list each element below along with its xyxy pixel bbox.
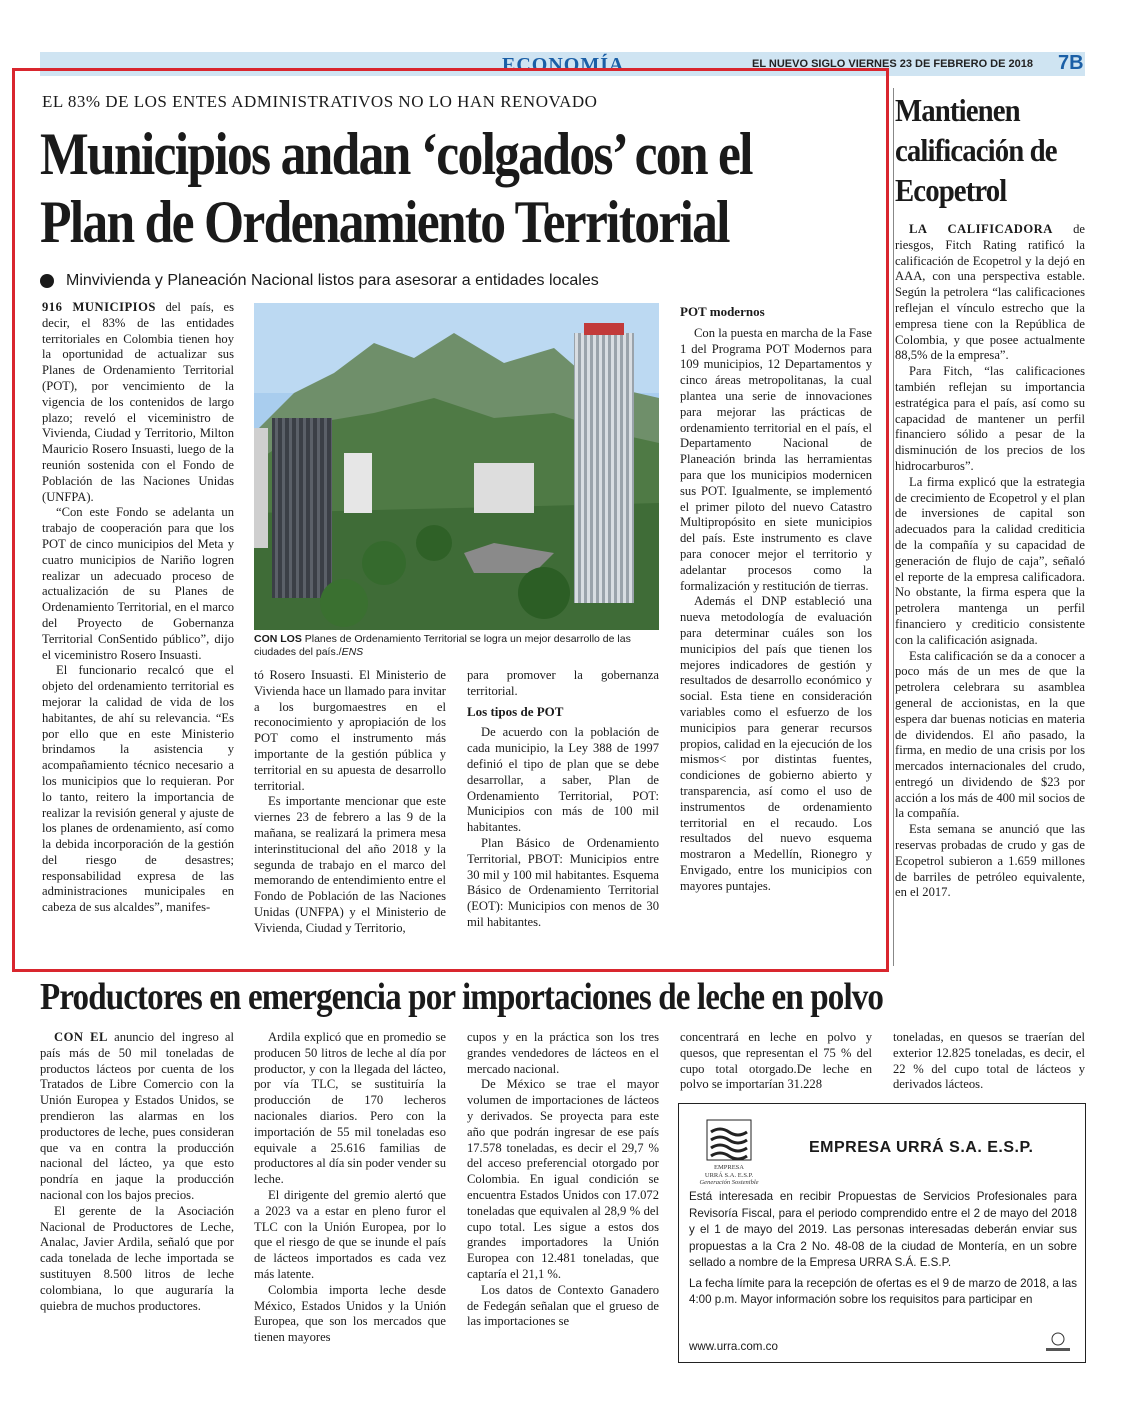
superservicios-seal-icon: [1043, 1330, 1073, 1354]
paragraph: “Con este Fondo se adelanta un trabajo de cooperación para que los POT de cinco municipios del Meta y cuatro municipios de Nariño logren realizar un adecuado proceso de actualización de su Planes de Ordenamiento Territorial, en el marco del Proyecto de Gobernanza Territorial ConSentido público”, dijo el viceministro Rosero Insuasti.: [42, 505, 234, 662]
subhead: POT modernos: [680, 304, 765, 319]
paragraph: concentrará en leche en polvo y quesos, que representan el 75 % del cupo total otorgado.De leche en polvo se importarían 31.228: [680, 1030, 872, 1092]
paragraph: De acuerdo con la población de cada municipio, la Ley 388 de 1997 definió el tipo de plan que se debe desarrollar, a saber, Plan de Ordenamiento Territorial, POT: Municipios con más de 100 mil habitantes.: [467, 725, 659, 835]
paragraph: Colombia importa leche desde México, Estados Unidos y la Unión Europea, que son los mercados que tienen mayores: [254, 1282, 446, 1345]
page-number: 7B: [1058, 52, 1084, 74]
lead-in: LA CALIFICADORA: [909, 222, 1053, 236]
headline-line-2: Plan de Ordenamiento Territorial: [40, 189, 729, 255]
article-column-4: [680, 300, 872, 960]
paragraph: El dirigente del gremio alertó que a 2023 va a estar en pleno furor el TLC con la Unión Europea, por lo que el riesgo de que se inunde el país de lácteos importados es cada vez más latente.: [254, 1187, 446, 1281]
paragraph: Ardila explicó que en promedio se producen 50 litros de leche al día por productor, y con la llegada del lácteo, por vía TLC, se sustituiría la producción de 170 lecheros nacionales diarios. Pero con la importación de 55 mil toneladas eso equivale a 25.616 familias de productores al día sin poder vender su leche.: [254, 1030, 446, 1187]
bottom-column-1: [40, 1030, 234, 1360]
article-column-3: [467, 668, 659, 958]
subheadline-text: Minvivienda y Planeación Nacional listos para asesorar a entidades locales: [66, 272, 599, 289]
paragraph: Con la puesta en marcha de la Fase 1 del Programa POT Modernos para 109 municipios, 12 Departamentos y cinco áreas metropolitanas, la cual plantea una serie de innovaciones para mejorar las prácticas de ordenamiento territorial en el país, el Departamento Nacional de Planeación brinda las herramientas para que los municipios modernicen sus POT. Igualmente, se implementó el primer piloto del nuevo Catastro Multipropósito en siete municipios del país. Este instrumento es clave para conocer mejor el territorio y adelantar procesos como la formalización y restitución de tierras.: [680, 325, 872, 593]
section-name: ECONOMÍA: [502, 54, 625, 76]
lead-in: 916 MUNICIPIOS: [42, 300, 156, 314]
bullet-icon: [40, 274, 54, 288]
bottom-column-3: [467, 1030, 659, 1370]
subhead: Los tipos de POT: [467, 703, 564, 719]
bottom-column-2: [254, 1030, 446, 1360]
city-skyline-image: [254, 303, 659, 630]
article-subheadline: [40, 272, 599, 290]
paragraph: [40, 1030, 234, 1204]
paragraph: Es importante mencionar que este viernes 23 de febrero a las 9 de la mañana, se realizará la primera mesa interinstitucional del año 2018 y la segunda de trabajo en el marco del memorando de entendimiento entre el Fondo de Población de las Naciones Unidas (UNFPA) y el Ministerio de Vivienda, Ciudad y Territorio,: [254, 794, 446, 935]
caption-lead: CON LOS: [254, 633, 302, 645]
paragraph-text: del país, es decir, el 83% de las entidades territoriales en Colombia tienen hoy la oportunidad de actualizar sus Planes de Ordenamiento Territorial (POT), por vencimiento de la vigencia de los contenidos de largo plazo; reveló el viceministro de Vivienda, Ciudad y Territorio, Milton Mauricio Rosero Insuasti, luego de la reunión sostenida con el Fondo de Población de las Naciones Unidas (UNFPA).: [42, 300, 234, 504]
logo-line: URRÁ S.A. E.S.P.: [704, 1171, 754, 1179]
lead-in: CON EL: [54, 1030, 108, 1044]
bottom-column-4: [680, 1030, 872, 1096]
paragraph: tó Rosero Insuasti. El Ministerio de Vivienda hace un llamado para invitar a los burgomaestres en el reconocimiento y apropiación de los POT como el instrumento más importante de la gestión pública y territorial en su apuesta de desarrollo territorial.: [254, 668, 446, 793]
side-article-headline: Mantienen calificación de Ecopetrol: [895, 92, 1057, 208]
headline-line-1: Municipios andan ‘colgados’ con el: [40, 121, 752, 187]
logo-line: Generación Sostenible: [699, 1179, 759, 1186]
side-article-column: [895, 222, 1085, 962]
masthead-date: EL NUEVO SIGLO VIERNES 23 DE FEBRERO DE 2018: [752, 58, 1033, 70]
paragraph: cupos y en la práctica son los tres grandes vendedores de lácteos en el mercado nacional.: [467, 1030, 659, 1076]
paragraph: El funcionario recalcó que el objeto del ordenamiento territorial es mejorar la calidad de vida de los habitantes, de ahí su relevancia. “Es por ello que en este Ministerio brindamos la asistencia y acompañamiento técnico necesario a los municipios que lo requieran. Por lo tanto, reitero la importancia de realizar la revisión general y ajuste de los planes de ordenamiento, así como la debida incorporación de la gestión del riesgo de desastres; responsabilidad expresa de las administraciones municipales en cabeza de sus alcaldes”, manifes-: [42, 663, 234, 915]
paragraph: El gerente de la Asociación Nacional de Productores de Leche, Analac, Javier Ardila, señaló que por cada tonelada de leche importada se sustituyen 8.500 litros de leche colombiana, lo que auguraría la quiebra de muchos productores.: [40, 1203, 234, 1313]
paragraph: [895, 222, 1085, 364]
caption-credit: ENS: [341, 646, 364, 658]
article-column-1: [42, 300, 234, 955]
ad-body: [689, 1189, 1077, 1313]
article-kicker: EL 83% DE LOS ENTES ADMINISTRATIVOS NO LO HAN RENOVADO: [42, 92, 598, 111]
paragraph: Los datos de Contexto Ganadero de Fedegán señalan que el grueso de las importaciones se: [467, 1282, 659, 1329]
photo-caption: [254, 633, 659, 659]
ad-url-link[interactable]: www.urra.com.co: [689, 1340, 778, 1353]
paragraph: De México se trae el mayor volumen de importaciones de lácteos y derivados. Se proyecta para este año que podrán ingresar de ese país 17.578 toneladas, es decir el 29,7 % del acceso preferencial otorgado por Colombia. En igual condición se encuentra Estados Unidos con 17.072 toneladas que equivalen al 28,9 % del cupo total. Les sigue a estos dos grandes importadores la Unión Europea con 12.481 toneladas, que captaría el 21,1 %.: [467, 1077, 659, 1281]
ad-paragraph: Está interesada en recibir Propuestas de Servicios Profesionales para Revisoría Fiscal, para el periodo comprendido entre el 2 de mayo del 2018 y el 1 de mayo del 2019. Las personas interesadas deberán enviar sus propuestas a la Cra 2 No. 48-08 de la ciudad de Montería, en un sobre sellado a nombre de la Empresa URRA S.Á. E.S.P.: [689, 1190, 1077, 1269]
logo-line: EMPRESA: [714, 1164, 744, 1171]
bottom-column-5: [893, 1030, 1085, 1096]
ad-title: EMPRESA URRÁ S.A. E.S.P.: [809, 1139, 1034, 1156]
advertisement-box: [678, 1103, 1086, 1363]
column-divider: [893, 88, 894, 966]
paragraph-text: de riesgos, Fitch Rating ratificó la calificación de Ecopetrol y la dejó en AAA, con una perspectiva estable. Según la petrolera “las calificaciones reflejan el vínculo estrecho que la empresa tiene con la República de Colombia, y que posee actualmente 88,5% de la empresa”.: [895, 222, 1085, 363]
paragraph: Esta calificación se da a conocer a poco más de un mes de que la petrolera celebrara su asamblea general de accionistas, en la que espera dar buenas noticias en materia de dividendos. El año pasado, la firma, en medio de una crisis por los mercados internacionales del crudo, entregó un dividendo de $23 por acción a los más de 400 mil socios de la compañía.: [895, 648, 1085, 821]
bottom-article-headline: Productores en emergencia por importaciones de leche en polvo: [40, 976, 884, 1018]
caption-text: Planes de Ordenamiento Territorial se logra un mejor desarrollo de las ciudades del país./: [254, 633, 631, 658]
logo-caption: [687, 1164, 771, 1187]
article-headline: [40, 120, 762, 256]
paragraph: Esta semana se anunció que las reservas probadas de crudo y gas de Ecopetrol subieron a 1.659 millones de barriles de petróleo equivalente, en el 2017.: [895, 822, 1085, 900]
paragraph: Plan Básico de Ordenamiento Territorial, PBOT: Municipios entre 30 mil y 100 mil habitantes. Esquema Básico de Ordenamiento Territorial (EOT): Municipios con menos de 30 mil habitantes.: [467, 835, 659, 929]
article-photo: [254, 303, 659, 630]
paragraph: Además el DNP estableció una nueva metodología de evaluación para determinar cuáles son los municipios del país que tienen los mejores indicadores de gestión y resultados de desarrollo económico y social. Esta tiene en consideración variables como el esfuerzo de los municipios para generar recursos propios, calidad en la ejecución de los mismos< por distintas fuentes, condiciones de gobierno abierto y transparencia, así como el uso de instrumentos de ordenamiento territorial en el recaudo. Los resultados del nuevo esquema mostraron a Medellín, Rionegro y Envigado, entre los municipios con mayores puntajes.: [680, 594, 872, 893]
ad-paragraph: La fecha límite para la recepción de ofertas es el 9 de marzo de 2018, a las 4:00 p.m. Mayor información sobre los requisitos para participar en: [689, 1276, 1077, 1306]
paragraph: para promover la gobernanza territorial.: [467, 668, 659, 698]
paragraph: toneladas, en quesos se traerían del exterior 12.825 toneladas, es decir, el 22 % del cupo total de lácteos y derivados lácteos.: [893, 1030, 1085, 1092]
paragraph: Para Fitch, “las calificaciones también reflejan su importancia estratégica para el país, así como su capacidad de mantener un perfil financiero sólido a pesar de la disminución de los precios de los hidrocarburos”.: [895, 364, 1085, 473]
paragraph: [42, 300, 234, 505]
paragraph: La firma explicó que la estrategia de crecimiento de Ecopetrol y el plan de inversiones de capital son adecuados para la calidad crediticia de la compañía y su capacidad de generación de flujo de caja”, señaló el reporte de la empresa calificadora. No obstante, la firma espera que la petrolera mantenga un perfil financiero y crediticio consistente con la calificación asignada.: [895, 474, 1085, 647]
paragraph-text: anuncio del ingreso al país más de 50 mil toneladas de productos lácteos por cuenta de los Tratados de Libre Comercio con la Unión Europea y Estados Unidos, se prendieron las alarmas en los productores de leche, pues consideran que va en contra la producción nacional del lácteo, ya que esto pondría en jaque la producción nacional con los bajos precios.: [40, 1030, 234, 1202]
article-column-2: [254, 668, 446, 958]
